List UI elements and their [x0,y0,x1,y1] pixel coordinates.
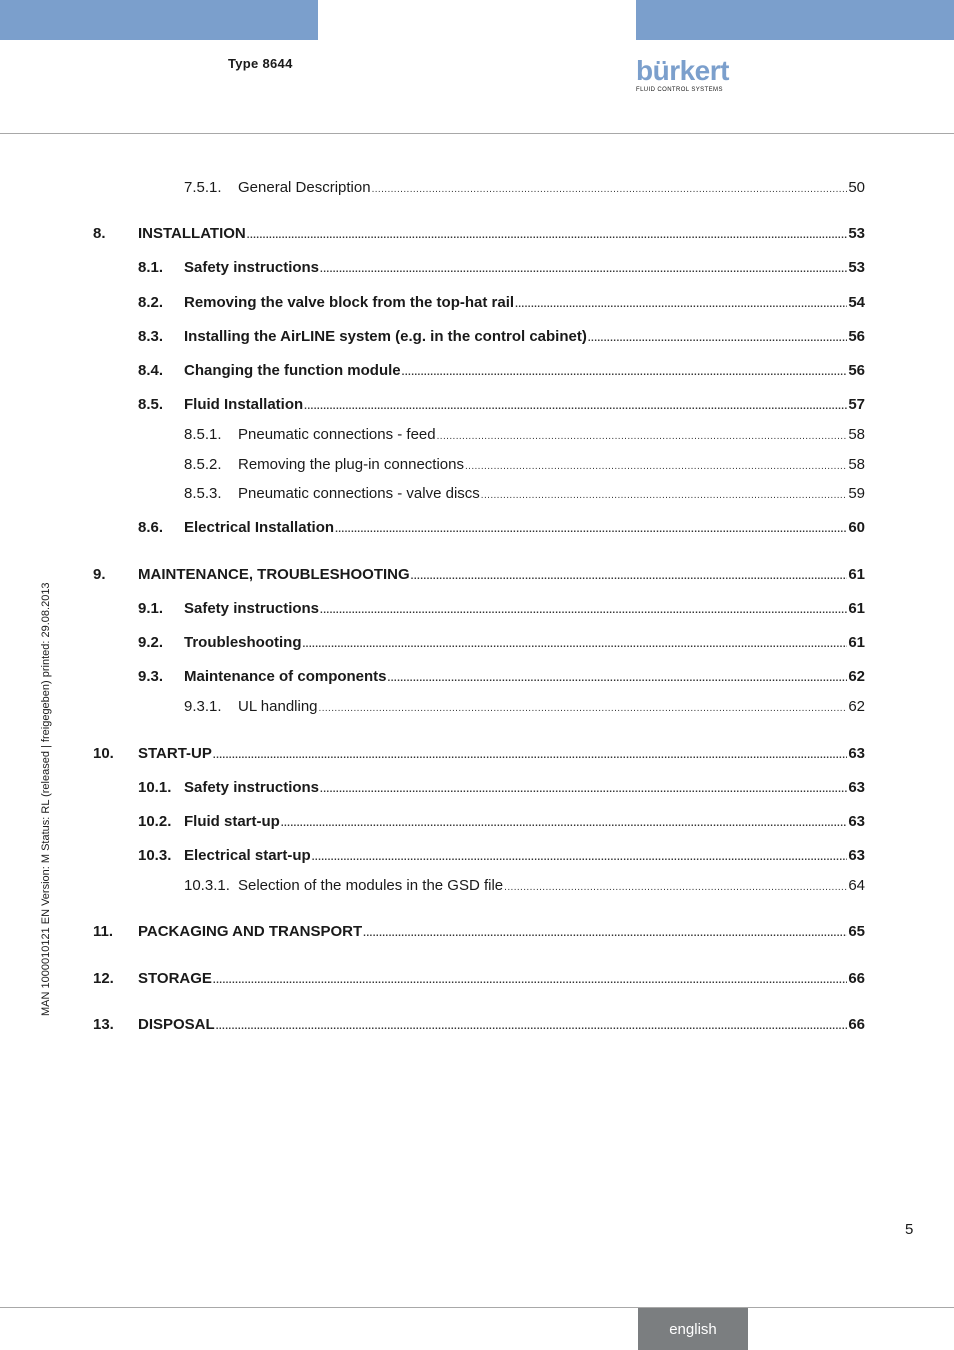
toc-title: General Description [238,179,371,196]
toc-page: 65 [848,923,865,940]
toc-entry[interactable] [0,667,954,687]
toc-page: 50 [848,179,865,196]
toc-number: 10.3. [138,847,172,864]
toc-page: 61 [848,600,865,617]
toc-entry[interactable] [0,599,954,619]
toc-leader [588,329,847,349]
toc-title: Changing the function module [184,362,401,379]
toc-title: UL handling [238,698,318,715]
toc-title: Removing the plug-in connections [238,456,464,473]
toc-page: 58 [848,456,865,473]
toc-leader [481,486,848,506]
toc-leader [303,635,848,655]
toc-title: Safety instructions [184,259,320,276]
toc-entry[interactable] [0,633,954,653]
toc-leader [402,363,848,383]
toc-number: 8.1. [138,259,164,276]
toc-leader [320,601,847,621]
toc-title: Safety instructions [184,600,320,617]
toc-entry[interactable] [0,1015,954,1035]
toc-number: 10. [93,745,114,762]
toc-title: Selection of the modules in the GSD file [238,877,504,894]
toc-number: 7.5.1. [184,179,222,196]
header-band-left [0,0,318,40]
toc-title: Electrical Installation [184,519,335,536]
page-number: 5 [905,1221,914,1238]
toc-page: 62 [848,698,865,715]
toc-leader [437,427,848,447]
toc-number: 13. [93,1016,114,1033]
toc-page: 63 [848,847,865,864]
toc-leader [281,814,847,834]
toc-leader [504,878,847,898]
toc-number: 9.1. [138,600,164,617]
toc-leader [320,260,847,280]
toc-number: 9. [93,566,106,583]
toc-title: START-UP [138,745,212,762]
toc-leader [320,780,847,800]
toc-number: 9.3. [138,668,164,685]
toc-entry[interactable] [0,425,954,445]
toc-page: 56 [848,328,865,345]
toc-title: Troubleshooting [184,634,302,651]
toc-leader [216,1017,848,1037]
toc-page: 61 [848,634,865,651]
document-status-note: MAN 1000010121 EN Version: M Status: RL (released | freigegeben) printed: 29.08.2013 [40,582,52,1016]
toc-number: 10.1. [138,779,172,796]
language-tab: english [638,1308,748,1350]
toc-number: 8. [93,225,106,242]
document-type: Type 8644 [228,56,293,71]
toc-title: INSTALLATION [138,225,246,242]
toc-title: PACKAGING AND TRANSPORT [138,923,363,940]
toc-entry[interactable] [0,484,954,504]
toc-leader [319,699,848,719]
toc-number: 8.5. [138,396,164,413]
toc-page: 53 [848,259,865,276]
toc-page: 63 [848,813,865,830]
toc-entry[interactable] [0,565,954,585]
toc-entry[interactable] [0,812,954,832]
toc-number: 9.2. [138,634,164,651]
toc-number: 8.6. [138,519,164,536]
toc-number: 8.5.2. [184,456,222,473]
toc-number: 8.2. [138,294,164,311]
footer-divider [0,1307,954,1308]
toc-number: 8.5.1. [184,426,222,443]
toc-entry[interactable] [0,778,954,798]
toc-title: Pneumatic connections - feed [238,426,436,443]
toc-page: 64 [848,877,865,894]
toc-leader [335,520,847,540]
toc-leader [411,567,848,587]
toc-title: Safety instructions [184,779,320,796]
toc-page: 63 [848,779,865,796]
toc-entry[interactable] [0,224,954,244]
toc-page: 66 [848,970,865,987]
logo-tagline: FLUID CONTROL SYSTEMS [636,87,723,93]
toc-leader [465,457,847,477]
toc-title: Pneumatic connections - valve discs [238,485,480,502]
toc-leader [312,848,848,868]
toc-title: MAINTENANCE, TROUBLESHOOTING [138,566,410,583]
toc-leader [213,971,847,991]
toc-entry[interactable] [0,969,954,989]
toc-leader [213,746,847,766]
toc-number: 8.4. [138,362,164,379]
toc-entry[interactable] [0,178,954,198]
toc-number: 10.2. [138,813,172,830]
toc-title: Fluid Installation [184,396,304,413]
toc-page: 61 [848,566,865,583]
toc-entry[interactable] [0,846,954,866]
toc-page: 56 [848,362,865,379]
header-band-right [636,0,954,40]
toc-entry[interactable] [0,697,954,717]
toc-title: Maintenance of components [184,668,387,685]
toc-title: Electrical start-up [184,847,311,864]
toc-leader [372,180,848,200]
toc-page: 54 [848,294,865,311]
toc-leader [515,295,847,315]
toc-number: 11. [93,923,114,940]
toc-page: 53 [848,225,865,242]
toc-entry[interactable] [0,876,954,896]
logo-wordmark: bürkert [636,55,729,86]
toc-title: Installing the AirLINE system (e.g. in the control cabinet) [184,328,587,345]
toc-entry[interactable] [0,744,954,764]
toc-entry[interactable] [0,395,954,415]
toc-title: DISPOSAL [138,1016,215,1033]
toc-number: 8.5.3. [184,485,222,502]
toc-title: Removing the valve block from the top-hat rail [184,294,515,311]
toc-page: 59 [848,485,865,502]
toc-number: 9.3.1. [184,698,222,715]
toc-leader [363,924,847,944]
toc-leader [388,669,848,689]
toc-page: 63 [848,745,865,762]
toc-leader [247,226,848,246]
toc-page: 58 [848,426,865,443]
toc-entry[interactable] [0,293,954,313]
toc-entry[interactable] [0,922,954,942]
toc-page: 57 [848,396,865,413]
toc-number: 8.3. [138,328,164,345]
toc-entry[interactable] [0,258,954,278]
toc-entry[interactable] [0,361,954,381]
toc-page: 66 [848,1016,865,1033]
toc-leader [304,397,847,417]
toc-title: Fluid start-up [184,813,280,830]
toc-title: STORAGE [138,970,212,987]
toc-page: 62 [848,668,865,685]
toc-number: 10.3.1. [184,877,230,894]
toc-entry[interactable] [0,455,954,475]
toc-page: 60 [848,519,865,536]
header-divider [0,133,954,134]
toc-entry[interactable] [0,327,954,347]
burkert-logo [636,56,736,96]
toc-number: 12. [93,970,114,987]
toc-entry[interactable] [0,518,954,538]
